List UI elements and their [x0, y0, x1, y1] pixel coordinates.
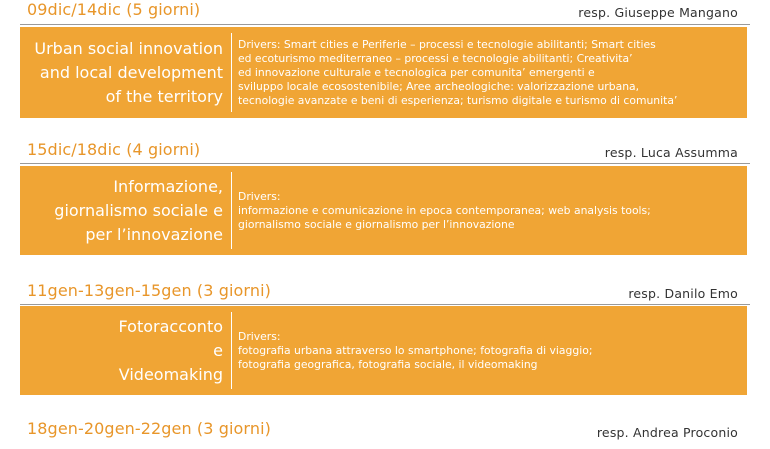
section-3-driver-line: fotografia urbana attraverso lo smartphone; fotografia di viaggio;: [238, 343, 593, 357]
section-4-header: [0, 419, 770, 449]
section-1-dates: 09dic/14dic (5 giorni): [27, 0, 201, 19]
section-1-title: [20, 27, 231, 118]
section-2-title: [20, 166, 231, 255]
section-2-driver-line: giornalismo sociale e giornalismo per l’innovazione: [238, 217, 515, 231]
section-2-driver-line: Drivers:: [238, 189, 281, 203]
section-1-box: [20, 27, 747, 118]
section-4-responsible: resp. Andrea Proconio: [596, 425, 738, 440]
section-1-driver-line: Drivers: Smart cities e Periferie – processi e tecnologie abilitanti; Smart cities: [238, 37, 656, 51]
section-1-drivers: [232, 27, 747, 118]
section-3-title: [20, 306, 231, 395]
section-1-driver-line: sviluppo locale ecosostenibile; Aree archeologiche: valorizzazione urbana,: [238, 79, 640, 93]
section-1-responsible: resp. Giuseppe Mangano: [578, 5, 738, 20]
section-2-title-line: Informazione,: [113, 176, 223, 196]
section-1-title-line: of the territory: [105, 86, 223, 106]
section-1-title-line: and local development: [39, 62, 223, 82]
section-3-box: [20, 306, 747, 395]
section-2-responsible: resp. Luca Assumma: [604, 145, 738, 160]
section-1-rule: [20, 24, 750, 25]
section-1-driver-line: ed ecoturismo mediterraneo – processi e tecnologie abilitanti; Creativita’: [238, 51, 633, 65]
section-3-driver-line: Drivers:: [238, 329, 281, 343]
section-1-driver-line: tecnologie avanzate e beni di esperienza; turismo digitale e turismo di comunita’: [238, 93, 678, 107]
section-2-dates: 15dic/18dic (4 giorni): [27, 140, 201, 159]
section-3-rule: [20, 304, 750, 305]
section-3-title-line: e: [213, 340, 223, 360]
section-1-title-line: Urban social innovation: [34, 38, 223, 58]
section-2-title-line: per l’innovazione: [85, 224, 223, 244]
section-3-driver-line: fotografia geografica, fotografia sociale, il videomaking: [238, 357, 538, 371]
section-1-driver-line: ed innovazione culturale e tecnologica per comunita’ emergenti e: [238, 65, 595, 79]
section-3-title-line: Videomaking: [118, 364, 223, 384]
section-4-dates: 18gen-20gen-22gen (3 giorni): [27, 419, 271, 438]
section-2-title-line: giornalismo sociale e: [54, 200, 223, 220]
section-2-driver-line: informazione e comunicazione in epoca contemporanea; web analysis tools;: [238, 203, 651, 217]
section-3-drivers: [232, 306, 747, 395]
section-1-header: [0, 0, 770, 30]
section-3-title-line: Fotoracconto: [118, 316, 223, 336]
section-2-rule: [20, 163, 750, 164]
section-2-box: [20, 166, 747, 255]
section-3-responsible: resp. Danilo Emo: [628, 286, 738, 301]
section-3-dates: 11gen-13gen-15gen (3 giorni): [27, 281, 271, 300]
section-2-drivers: [232, 166, 747, 255]
